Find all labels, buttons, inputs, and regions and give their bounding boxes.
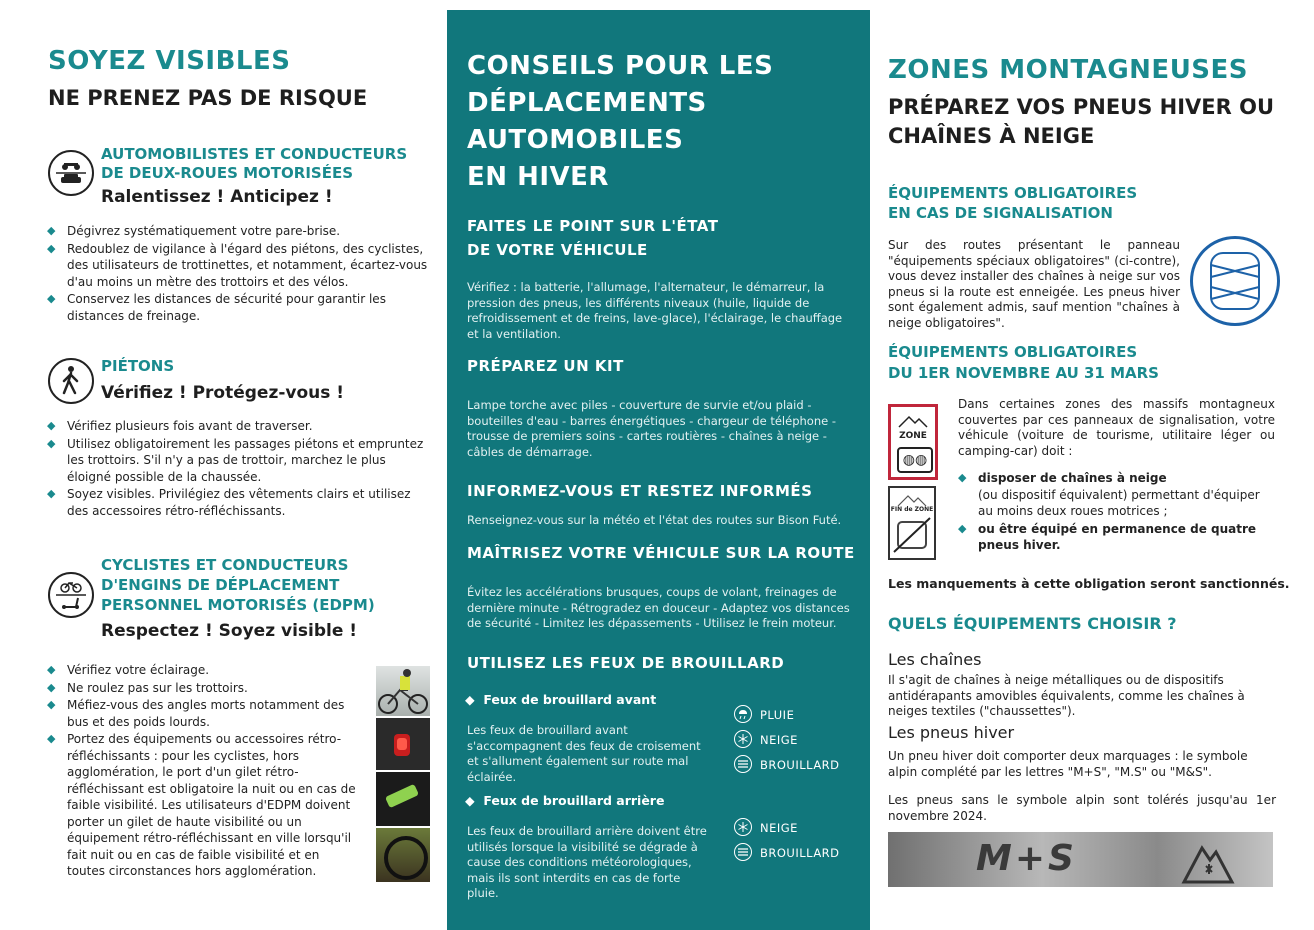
eq1-heading-1: ÉQUIPEMENTS OBLIGATOIRES	[888, 184, 1138, 202]
motorists-heading-1: AUTOMOBILISTES ET CONDUCTEURS	[101, 145, 408, 163]
eq1-text: Sur des routes présentant le panneau "équipements spéciaux obligatoires" (ci-contre), vous devez installer des chaînes à neige sur vos pneus si la route est enneigée. Les pneus hiver sont également admis, sauf mention "chaînes à neige obligatoires".	[888, 238, 1180, 330]
snow-label: NEIGE	[760, 821, 798, 835]
control-heading: MAÎTRISEZ VOTRE VÉHICULE SUR LA ROUTE	[467, 544, 855, 562]
kit-text: Lampe torche avec piles - couverture de survie et/ou plaid - bouteilles d'eau - barres énergétiques - chargeur de téléphone - trousse de premiers soins - cartes routières - chaînes à neige - câbles de démarrage.	[467, 398, 836, 459]
choose-heading: QUELS ÉQUIPEMENTS CHOISIR ?	[888, 614, 1177, 633]
rear-fog-heading: ◆ Feux de brouillard arrière	[465, 793, 665, 808]
list-item: ◆ Vérifiez votre éclairage.	[47, 662, 359, 679]
chains-heading: Les chaînes	[888, 650, 982, 669]
eq2-heading-2: DU 1ER NOVEMBRE AU 31 MARS	[888, 364, 1159, 382]
vehicle-check-text: Vérifiez : la batterie, l'allumage, l'alternateur, le démarreur, la pression des pneus, les différents niveaux (huile, liquide de refroidissement et de freins, lave-glace), l'éclairage, le chauffage et la ventilation.	[467, 280, 843, 341]
mid-title-1: CONSEILS POUR LES	[467, 51, 774, 81]
kit-heading: PRÉPAREZ UN KIT	[467, 357, 624, 375]
ms-marking: M+S	[976, 838, 1077, 879]
fog-icon	[734, 755, 752, 773]
tires-text: Un pneu hiver doit comporter deux marquages : le symbole alpin complété par les lettres "M+S", "M.S" ou "M&S".	[888, 749, 1248, 779]
motorists-tagline: Ralentissez ! Anticipez !	[101, 187, 333, 207]
list-item: ◆ Conservez les distances de sécurité pour garantir les distances de freinage.	[47, 291, 432, 324]
sanction-text: Les manquements à cette obligation seront sanctionnés.	[888, 576, 1290, 591]
bike-wheel-photo	[376, 828, 430, 882]
list-item: ◆ Méfiez-vous des angles morts notamment des bus et des poids lourds.	[47, 697, 359, 730]
reflective-accessory-photo	[376, 772, 430, 826]
pedestrians-tagline: Vérifiez ! Protégez-vous !	[101, 383, 345, 403]
list-item: ◆ Vérifiez plusieurs fois avant de traverser.	[47, 418, 432, 435]
rain-icon	[734, 705, 752, 723]
right-subtitle-1: PRÉPAREZ VOS PNEUS HIVER OU	[888, 95, 1275, 119]
inform-text: Renseignez-vous sur la météo et l'état des routes sur Bison Futé.	[467, 513, 842, 527]
left-title: SOYEZ VISIBLES	[48, 46, 291, 76]
eq1-heading-2: EN CAS DE SIGNALISATION	[888, 204, 1113, 222]
end-zone-sign-label: FIN de ZONE	[890, 506, 934, 513]
list-item: ◆ Portez des équipements ou accessoires rétro-réfléchissants : pour les cyclistes, hors agglomération, le port d'un gilet rétro-réfléchissant est obligatoire la nuit ou en cas de faible visibilité. Les utilisateurs d'EDPM doivent porter un gilet de haute visibilité ou un équipement rétro-réfléchissant en ville lorsqu'il fait nuit ou en cas de faible visibilité et en toutes circonstances hors agglomération.	[47, 731, 359, 880]
bicycle-scooter-icon	[48, 572, 94, 618]
list-item: ◆ Utilisez obligatoirement les passages piétons et empruntez les trottoirs. S'il n'y a pas de trottoir, marchez le plus éloigné possible de la chaussée.	[47, 436, 432, 486]
tire-icon: ◍◍	[897, 447, 933, 473]
rear-fog-text: Les feux de brouillard arrière doivent être utilisés lorsque la visibilité se dégrade à cause des conditions météorologiques, mais ils sont interdits en cas de forte pluie.	[467, 824, 707, 900]
right-subtitle-2: CHAÎNES À NEIGE	[888, 124, 1095, 148]
cyclists-heading-2: D'ENGINS DE DÉPLACEMENT	[101, 576, 340, 594]
pedestrians-heading: PIÉTONS	[101, 357, 175, 375]
list-item: ◆ disposer de chaînes à neige (ou dispositif équivalent) permettant d'équiper au moins deux roues motrices ;	[958, 470, 1275, 520]
eq2-heading-1: ÉQUIPEMENTS OBLIGATOIRES	[888, 343, 1138, 361]
alpine-symbol-icon	[1178, 834, 1238, 886]
fog-lights-heading: UTILISEZ LES FEUX DE BROUILLARD	[467, 654, 785, 672]
tires-heading: Les pneus hiver	[888, 723, 1015, 742]
snow-chain-sign-icon	[1190, 236, 1280, 326]
cyclist-photo	[376, 666, 430, 716]
vehicle-check-heading-1: FAITES LE POINT SUR L'ÉTAT	[467, 217, 719, 235]
control-text: Évitez les accélérations brusques, coups de volant, freinages de dernière minute - Rétrogradez en douceur - Adaptez vos distances de sécurité - Limitez les dépassements - Utilisez le frein moteur.	[467, 585, 850, 630]
vehicle-check-heading-2: DE VOTRE VÉHICULE	[467, 241, 648, 259]
snow-icon	[734, 818, 752, 836]
pedestrians-bullets	[47, 418, 432, 520]
cyclists-heading-3: PERSONNEL MOTORISÉS (EDPM)	[101, 596, 375, 614]
list-item: ◆ Dégivrez systématiquement votre pare-brise.	[47, 223, 432, 240]
right-title: ZONES MONTAGNEUSES	[888, 55, 1249, 85]
front-fog-heading: ◆ Feux de brouillard avant	[465, 692, 657, 707]
list-item: ◆ Soyez visibles. Privilégiez des vêtements clairs et utilisez des accessoires rétro-réfléchissants.	[47, 486, 432, 519]
fog-icon	[734, 843, 752, 861]
left-subtitle: NE PRENEZ PAS DE RISQUE	[48, 86, 368, 110]
pedestrian-icon	[48, 358, 94, 404]
mid-title-4: EN HIVER	[467, 162, 609, 192]
winter-advice-panel	[447, 10, 870, 930]
zone-sign-icon	[888, 404, 938, 480]
list-item: ◆ ou être équipé en permanence de quatre pneus hiver.	[958, 521, 1275, 554]
car-motorbike-icon	[48, 150, 94, 196]
chains-text: Il s'agit de chaînes à neige métalliques ou de dispositifs antidérapants amovibles équivalents, comme les chaînes à neiges textiles ("chaussettes").	[888, 673, 1245, 718]
tolerated-text: Les pneus sans le symbole alpin sont tolérés jusqu'au 1er novembre 2024.	[888, 793, 1276, 823]
cyclists-heading-1: CYCLISTES ET CONDUCTEURS	[101, 556, 349, 574]
tire-marking-photo	[888, 832, 1273, 887]
zone-sign-label: ZONE	[899, 431, 927, 441]
fog-label: BROUILLARD	[760, 758, 840, 772]
bike-rear-light-photo	[376, 718, 430, 770]
fog-label: BROUILLARD	[760, 846, 840, 860]
eq2-text: Dans certaines zones des massifs montagneux couvertes par ces panneaux de signalisation, votre véhicule (voiture de tourisme, utilitaire léger ou camping-car) doit :	[958, 397, 1275, 458]
cyclists-tagline: Respectez ! Soyez visible !	[101, 621, 358, 641]
mid-title-3: AUTOMOBILES	[467, 125, 684, 155]
motorists-bullets	[47, 223, 432, 325]
eq2-bullets	[958, 470, 1275, 555]
motorists-heading-2: DE DEUX-ROUES MOTORISÉES	[101, 164, 354, 182]
list-item: ◆ Ne roulez pas sur les trottoirs.	[47, 680, 359, 697]
cyclists-bullets	[47, 662, 359, 881]
inform-heading: INFORMEZ-VOUS ET RESTEZ INFORMÉS	[467, 482, 813, 500]
end-zone-sign-icon	[888, 486, 936, 560]
rain-label: PLUIE	[760, 708, 795, 722]
mid-title-2: DÉPLACEMENTS	[467, 88, 707, 118]
front-fog-text: Les feux de brouillard avant s'accompagnent des feux de croisement et s'allument également sur route mal éclairée.	[467, 723, 701, 784]
snow-label: NEIGE	[760, 733, 798, 747]
list-item: ◆ Redoublez de vigilance à l'égard des piétons, des cyclistes, des utilisateurs de trottinettes, et notamment, écartez-vous d'au moins un mètre des trottoirs et des vélos.	[47, 241, 432, 291]
snow-icon	[734, 730, 752, 748]
